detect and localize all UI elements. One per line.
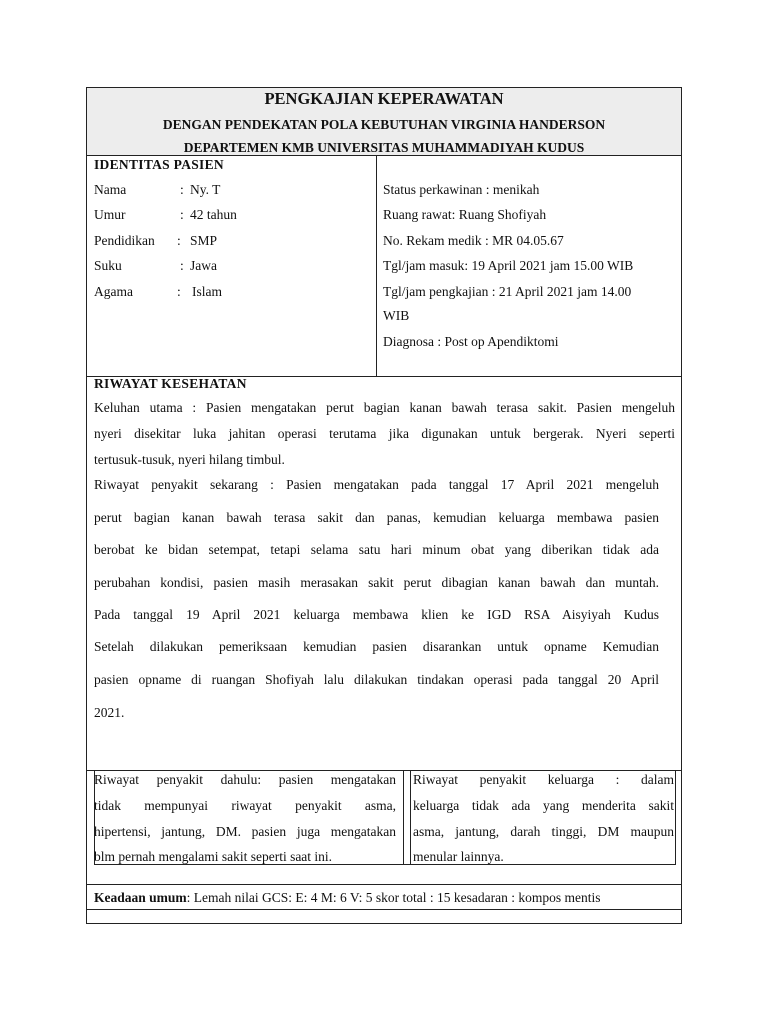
identitas-label: Agama — [94, 284, 133, 299]
identitas-value: Jawa — [190, 258, 217, 273]
form-subtitle-approach: DENGAN PENDEKATAN POLA KEBUTUHAN VIRGINIA HANDERSON — [162, 117, 606, 132]
keluhan-line: Keluhan utama : Pasien mengatakan perut bagian kanan bawah terasa sakit. Pasien mengeluh — [94, 400, 675, 415]
keluarga-line: asma, jantung, darah tinggi, DM maupun — [413, 824, 674, 839]
identitas-sep: : — [180, 258, 184, 273]
keadaan-umum-label: Keadaan umum — [94, 890, 187, 905]
divider-dahulu — [87, 770, 681, 771]
identitas-sep: : — [180, 182, 184, 197]
dahulu-line: Riwayat penyakit dahulu: pasien mengatakan — [94, 772, 396, 787]
divider-keadaan-bottom — [87, 909, 681, 910]
keluarga-left-border — [410, 770, 411, 864]
identitas-label: Umur — [94, 207, 126, 222]
keluarga-line: Riwayat penyakit keluarga : dalam — [413, 772, 674, 787]
keluhan-line: tertusuk-tusuk, nyeri hilang timbul. — [94, 452, 285, 467]
identitas-value: SMP — [190, 233, 218, 248]
dahulu-line: tidak mempunyai riwayat penyakit asma, — [94, 798, 396, 813]
identitas-detail: Status perkawinan : menikah — [383, 182, 540, 197]
identitas-label: Nama — [94, 182, 127, 197]
identitas-detail: Tgl/jam pengkajian : 21 April 2021 jam 14.00 — [383, 284, 632, 299]
identitas-value: Ny. T — [190, 182, 221, 197]
identitas-detail: Diagnosa : Post op Apendiktomi — [383, 334, 559, 349]
sekarang-line: Setelah dilakukan pemeriksaan kemudian pasien disarankan untuk opname Kemudian — [94, 639, 659, 654]
identitas-divider — [376, 156, 377, 376]
sekarang-line: 2021. — [94, 705, 125, 720]
keadaan-umum-text: : Lemah nilai GCS: E: 4 M: 6 V: 5 skor total : 15 kesadaran : kompos mentis — [186, 890, 601, 905]
keluhan-line: nyeri disekitar luka jahitan operasi terutama jika digunakan untuk bergerak. Nyeri seperti — [94, 426, 675, 441]
form-header — [87, 88, 681, 156]
identitas-value: Islam — [192, 284, 222, 299]
sekarang-line: berobat ke bidan setempat, tetapi selama satu hari minum obat yang diberikan tidak ada — [94, 542, 659, 557]
identitas-detail: Ruang rawat: Ruang Shofiyah — [383, 207, 547, 222]
form-subtitle-department: DEPARTEMEN KMB UNIVERSITAS MUHAMMADIYAH KUDUS — [183, 140, 585, 155]
form-title: PENGKAJIAN KEPERAWATAN — [264, 89, 504, 108]
sekarang-line: Pada tanggal 19 April 2021 keluarga membawa klien ke IGD RSA Aisyiyah Kudus — [94, 607, 659, 622]
dahulu-line: blm pernah mengalami sakit seperti saat ini. — [94, 849, 333, 864]
sekarang-line: perubahan kondisi, pasien masih merasakan sakit perut dibagian kanan bawah dan muntah. — [94, 575, 659, 590]
keadaan-umum — [94, 890, 601, 906]
identitas-detail: WIB — [383, 308, 410, 323]
dahulu-line: hipertensi, jantung, DM. pasien juga mengatakan — [94, 824, 396, 839]
identitas-detail: Tgl/jam masuk: 19 April 2021 jam 15.00 WIB — [383, 258, 634, 273]
sekarang-line: perut bagian kanan bawah terasa sakit dan panas, kemudian keluarga membawa pasien — [94, 510, 659, 525]
identitas-label: Suku — [94, 258, 122, 273]
dahulu-mid-border — [403, 770, 404, 864]
identitas-heading: IDENTITAS PASIEN — [94, 157, 224, 172]
identitas-label: Pendidikan — [94, 233, 155, 248]
divider-keadaan — [87, 884, 681, 885]
sekarang-line: pasien opname di ruangan Shofiyah lalu dilakukan tindakan operasi pada tanggal 20 April — [94, 672, 659, 687]
assessment-form — [86, 87, 682, 924]
identitas-detail: No. Rekam medik : MR 04.05.67 — [383, 233, 564, 248]
identitas-sep: : — [177, 233, 181, 248]
sekarang-line: Riwayat penyakit sekarang : Pasien mengatakan pada tanggal 17 April 2021 mengeluh — [94, 477, 659, 492]
identitas-sep: : — [180, 207, 184, 222]
riwayat-heading: RIWAYAT KESEHATAN — [94, 376, 247, 391]
keluarga-line: keluarga tidak ada yang menderita sakit — [413, 798, 674, 813]
identitas-sep: : — [177, 284, 181, 299]
keluarga-line: menular lainnya. — [413, 849, 504, 864]
keluarga-right-border — [675, 770, 676, 864]
identitas-value: 42 tahun — [190, 207, 237, 222]
